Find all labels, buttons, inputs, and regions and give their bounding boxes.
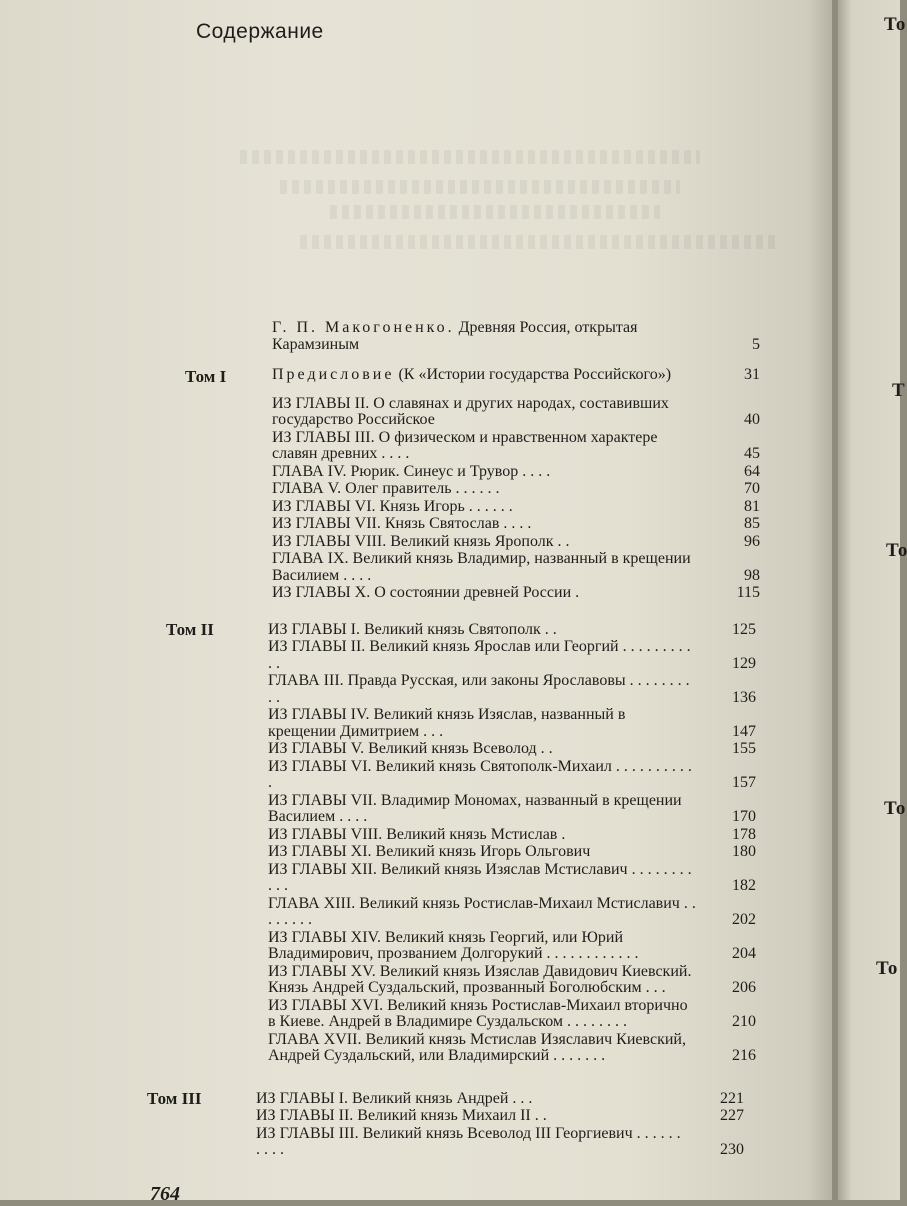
toc-entry-page: 170: [732, 808, 756, 825]
volume-label: Том II: [166, 619, 214, 639]
next-page-fragment: То: [876, 958, 898, 979]
toc-entry[interactable]: [256, 1108, 744, 1125]
toc-entry-page: 31: [744, 366, 760, 383]
toc-entry-page: 182: [732, 877, 756, 894]
toc-entry-page: 227: [720, 1107, 744, 1124]
toc-entry-preface[interactable]: [272, 367, 760, 384]
toc-entry-title: ИЗ ГЛАВЫ II. Великий князь Михаил II . .: [256, 1107, 547, 1124]
toc-entry-title: ГЛАВА III. Правда Русская, или законы Ярославовы . . . . . . . . . .: [268, 672, 690, 706]
intro-author: Г. П. Макогоненко.: [272, 319, 455, 336]
toc-entry-title: ИЗ ГЛАВЫ VIII. Великий князь Мстислав .: [268, 825, 566, 843]
volumes-list: [147, 366, 760, 1159]
toc-entry-page: 125: [732, 620, 756, 638]
intro-title: Древняя Россия, открытая Карамзиным: [272, 319, 638, 353]
adjacent-page-edge: [838, 0, 907, 1200]
page-number: 764: [150, 1183, 180, 1205]
toc-entry-title: ИЗ ГЛАВЫ II. Великий князь Ярослав или Георгий . . . . . . . . . . .: [268, 638, 691, 672]
toc-entry[interactable]: [272, 481, 760, 498]
toc-entry[interactable]: [272, 534, 760, 551]
toc-entry[interactable]: [268, 759, 756, 792]
preface-title: (К «Истории государства Российского»): [398, 366, 672, 383]
table-of-contents: [147, 319, 760, 1160]
toc-entry-title: ГЛАВА IX. Великий князь Владимир, названный в крещении Василием . . . .: [272, 550, 691, 584]
toc-entry-page: 221: [720, 1089, 744, 1107]
toc-entry-title: ГЛАВА V. Олег правитель . . . . . .: [272, 480, 500, 497]
toc-entry[interactable]: [268, 827, 756, 844]
toc-entry-title: ИЗ ГЛАВЫ XIV. Великий князь Георгий, или Юрий Владимирович, прозванием Долгорукий . . . . . . . . . . . .: [268, 928, 639, 962]
toc-entry-page: 64: [744, 462, 760, 480]
toc-entry-title: ГЛАВА IV. Рюрик. Синеус и Трувор . . . .: [272, 462, 551, 480]
toc-entry[interactable]: [268, 896, 756, 929]
toc-entry-page: 155: [732, 740, 756, 757]
toc-entry-page: 210: [732, 1013, 756, 1030]
show-through-line: [280, 180, 680, 194]
toc-entry[interactable]: [268, 622, 756, 639]
toc-entry-page: 98: [744, 566, 760, 584]
toc-entry[interactable]: [268, 1032, 756, 1065]
volume-entries: [272, 367, 760, 602]
toc-entry-page: 204: [732, 945, 756, 962]
toc-entry-title: ГЛАВА XIII. Великий князь Ростислав-Михаил Мстиславич . . . . . . . .: [268, 894, 696, 928]
toc-entry-title: ГЛАВА XVII. Великий князь Мстислав Изяславич Киевский, Андрей Суздальский, или Владимирский . . . . . . .: [268, 1030, 686, 1064]
toc-entry-page: 129: [732, 654, 756, 672]
toc-entry-intro[interactable]: [272, 320, 760, 353]
toc-entry-title: ИЗ ГЛАВЫ VII. Князь Святослав . . . .: [272, 515, 532, 532]
toc-entry-title: ИЗ ГЛАВЫ V. Великий князь Всеволод . .: [268, 740, 553, 757]
toc-entry-title: ИЗ ГЛАВЫ XVI. Великий князь Ростислав-Михаил вторично в Киеве. Андрей в Владимире Суздальском . . . . . . . .: [268, 996, 688, 1030]
show-through-line: [240, 150, 700, 164]
toc-entry-page: 5: [752, 335, 760, 353]
toc-entry[interactable]: [268, 793, 756, 826]
toc-entry-page: 45: [744, 445, 760, 462]
toc-entry[interactable]: [272, 464, 760, 481]
volume-label: Том III: [147, 1088, 202, 1108]
toc-entry-page: 96: [744, 532, 760, 550]
toc-entry-title: ИЗ ГЛАВЫ IV. Великий князь Изяслав, названный в крещении Димитрием . . .: [268, 706, 626, 740]
toc-entry-title: ИЗ ГЛАВЫ XI. Великий князь Игорь Ольгович: [268, 843, 591, 860]
next-page-fragment: То: [886, 540, 907, 561]
toc-entry-page: 216: [732, 1047, 756, 1064]
toc-entry-page: 70: [744, 480, 760, 497]
preface-label: Предисловие: [272, 366, 395, 383]
toc-entry-page: 85: [744, 515, 760, 532]
toc-entry[interactable]: [268, 862, 756, 895]
next-page-fragment: То: [884, 14, 906, 35]
toc-entry-title: ИЗ ГЛАВЫ VI. Великий князь Святополк-Михаил . . . . . . . . . . .: [268, 757, 692, 791]
toc-entry-page: 136: [732, 688, 756, 706]
toc-entry-page: 40: [744, 411, 760, 428]
toc-entry[interactable]: [268, 707, 756, 740]
toc-entry[interactable]: [272, 585, 760, 602]
toc-entry-title: ИЗ ГЛАВЫ X. О состоянии древней России .: [272, 584, 580, 601]
toc-entry[interactable]: [268, 930, 756, 963]
volume-section: [150, 367, 760, 602]
volume-section: [150, 619, 760, 1065]
toc-entry-title: ИЗ ГЛАВЫ XV. Великий князь Изяслав Давидович Киевский. Князь Андрей Суздальский, прозванный Боголюбским . . .: [268, 962, 692, 996]
toc-entry[interactable]: [272, 430, 760, 463]
toc-entry[interactable]: [272, 396, 760, 429]
toc-entry[interactable]: [256, 1091, 744, 1108]
toc-entry[interactable]: [268, 639, 756, 672]
toc-entry-page: 230: [720, 1141, 744, 1158]
toc-entry[interactable]: [256, 1126, 744, 1159]
show-through-line: [330, 205, 660, 219]
toc-entry[interactable]: [268, 998, 756, 1031]
page-heading: Содержание: [196, 20, 324, 43]
volume-section: [147, 1088, 760, 1159]
toc-entry-title: [272, 320, 708, 353]
toc-entry-title: ИЗ ГЛАВЫ VII. Владимир Мономах, названный в крещении Василием . . . .: [268, 791, 682, 825]
toc-entry[interactable]: [272, 516, 760, 533]
volume-entries: [268, 622, 756, 1065]
toc-entry-title: ИЗ ГЛАВЫ XII. Великий князь Изяслав Мстиславич . . . . . . . . . . .: [268, 860, 692, 894]
toc-entry-page: 178: [732, 825, 756, 843]
toc-entry-page: 81: [744, 497, 760, 515]
toc-entry-page: 157: [732, 774, 756, 791]
toc-entry-title: ИЗ ГЛАВЫ I. Великий князь Святополк . .: [268, 620, 557, 638]
toc-entry[interactable]: [268, 844, 756, 861]
toc-entry-page: 147: [732, 722, 756, 740]
show-through-line: [300, 235, 780, 249]
toc-entry[interactable]: [268, 673, 756, 706]
toc-entry-title: ИЗ ГЛАВЫ VIII. Великий князь Ярополк . .: [272, 532, 570, 550]
toc-entry-page: 206: [732, 979, 756, 996]
toc-entry[interactable]: [272, 551, 760, 584]
toc-entry-title: ИЗ ГЛАВЫ III. Великий князь Всеволод III Георгиевич . . . . . . . . . .: [256, 1124, 681, 1158]
toc-entry-page: 115: [736, 584, 760, 601]
toc-entry[interactable]: [272, 499, 760, 516]
next-page-fragment: Т: [892, 380, 905, 401]
toc-entry-title: ИЗ ГЛАВЫ VI. Князь Игорь . . . . . .: [272, 497, 513, 515]
toc-entry-title: ИЗ ГЛАВЫ II. О славянах и других народах, составивших государство Российское: [272, 394, 669, 428]
toc-entry[interactable]: [268, 964, 756, 997]
toc-entry[interactable]: [268, 741, 756, 758]
toc-entry-title: ИЗ ГЛАВЫ III. О физическом и нравственном характере славян древних . . . .: [272, 428, 658, 462]
toc-entry-title: ИЗ ГЛАВЫ I. Великий князь Андрей . . .: [256, 1089, 533, 1107]
next-page-fragment: То: [884, 798, 906, 819]
volume-entries: [256, 1091, 744, 1159]
toc-entry-page: 202: [732, 911, 756, 928]
toc-entry-page: 180: [732, 843, 756, 860]
volume-label: Том I: [185, 367, 227, 386]
toc-entry-title: [272, 367, 708, 384]
